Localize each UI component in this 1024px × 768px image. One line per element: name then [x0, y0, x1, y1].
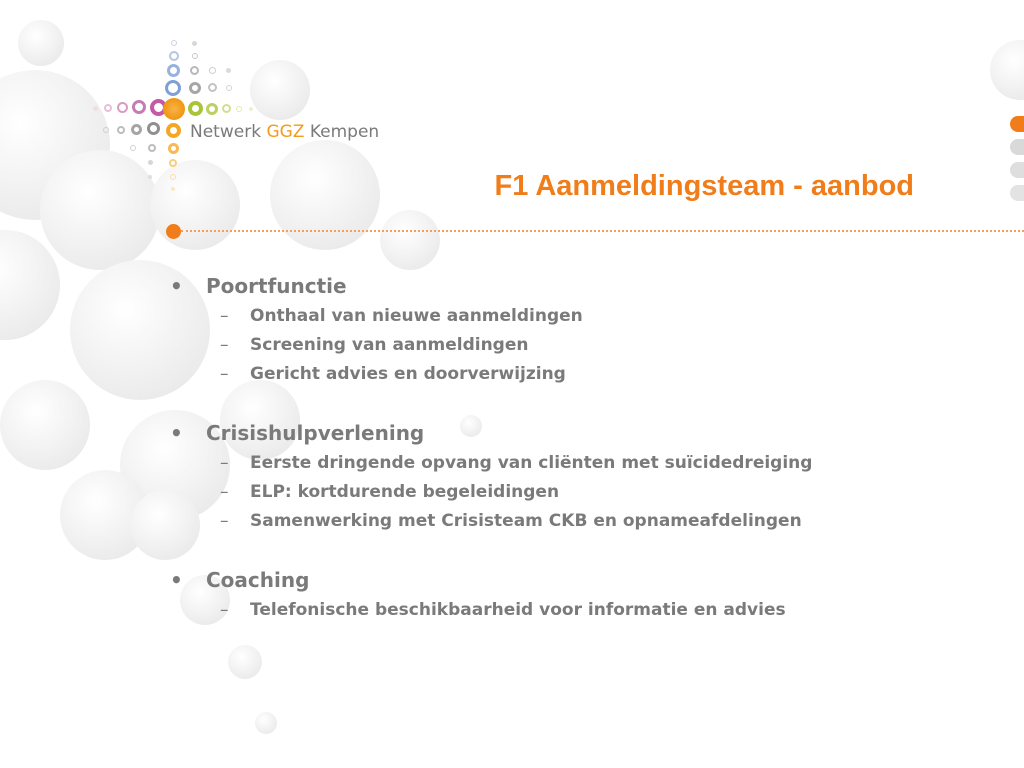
bullet-group	[170, 270, 930, 389]
logo-dot	[168, 143, 179, 154]
logo-dot	[206, 103, 218, 115]
logo-dot	[117, 126, 125, 134]
logo-dot	[165, 80, 181, 96]
background-bubble	[0, 380, 90, 470]
title-rule-dot	[166, 224, 181, 239]
logo-dot	[147, 122, 160, 135]
logo-text-suffix: Kempen	[304, 122, 380, 142]
bullet-heading: • Poortfunctie	[170, 270, 930, 302]
logo-dot	[222, 104, 231, 113]
logo-dot	[167, 64, 180, 77]
sub-bullet: – Gericht advies en doorverwijzing	[170, 360, 930, 389]
background-bubble	[0, 230, 60, 340]
background-bubble	[990, 40, 1024, 100]
background-bubble	[255, 712, 277, 734]
logo-dot	[192, 53, 198, 59]
sub-bullet: – Screening van aanmeldingen	[170, 331, 930, 360]
logo-wordmark	[190, 122, 379, 142]
logo-dot	[148, 160, 153, 165]
logo-dot	[166, 123, 181, 138]
sub-bullet: – Onthaal van nieuwe aanmeldingen	[170, 302, 930, 331]
logo-text-accent: GGZ	[266, 122, 305, 142]
logo-dot	[103, 127, 109, 133]
sub-bullet: – Eerste dringende opvang van cliënten met suïcidedreiging	[170, 449, 930, 478]
logo-dot	[169, 159, 177, 167]
logo-dot	[93, 106, 98, 111]
slide-title: F1 Aanmeldingsteam - aanbod	[494, 170, 914, 202]
sub-bullet: – Telefonische beschikbaarheid voor informatie en advies	[170, 596, 930, 625]
logo-dot	[132, 100, 146, 114]
logo-dot	[236, 106, 242, 112]
side-dot-gray	[1010, 162, 1024, 178]
logo-dot	[189, 82, 201, 94]
logo-dot	[130, 145, 136, 151]
background-bubble	[18, 20, 64, 66]
side-dot-orange	[1010, 116, 1024, 132]
logo-dot	[117, 102, 128, 113]
logo-dot	[170, 174, 176, 180]
background-bubble	[150, 160, 240, 250]
logo-dot	[148, 175, 152, 179]
background-bubble	[270, 140, 380, 250]
bullet-group	[170, 564, 930, 625]
logo-text-prefix: Netwerk	[190, 122, 267, 142]
bullet-group	[170, 417, 930, 536]
logo-dot	[131, 124, 142, 135]
side-dot-gray	[1010, 139, 1024, 155]
logo-dot	[169, 51, 179, 61]
logo-dot	[188, 101, 203, 116]
slide-content	[170, 270, 930, 653]
sub-bullet: – Samenwerking met Crisisteam CKB en opnameafdelingen	[170, 507, 930, 536]
logo-dot	[192, 41, 197, 46]
side-dot-gray	[1010, 185, 1024, 201]
logo-dot	[148, 144, 156, 152]
logo-dot	[226, 85, 232, 91]
logo-dot	[163, 98, 185, 120]
logo-dot	[190, 66, 199, 75]
logo-dot	[209, 67, 216, 74]
sub-bullet: – ELP: kortdurende begeleidingen	[170, 478, 930, 507]
logo-dot	[171, 40, 177, 46]
title-rule-line	[181, 230, 1024, 232]
bullet-heading: • Crisishulpverlening	[170, 417, 930, 449]
background-bubble	[250, 60, 310, 120]
logo-dot	[208, 83, 217, 92]
bullet-heading: • Coaching	[170, 564, 930, 596]
logo-dot	[171, 187, 175, 191]
logo-dot	[249, 107, 253, 111]
logo-dot	[104, 104, 112, 112]
background-bubble	[40, 150, 160, 270]
logo-dot	[226, 68, 231, 73]
background-bubble	[380, 210, 440, 270]
